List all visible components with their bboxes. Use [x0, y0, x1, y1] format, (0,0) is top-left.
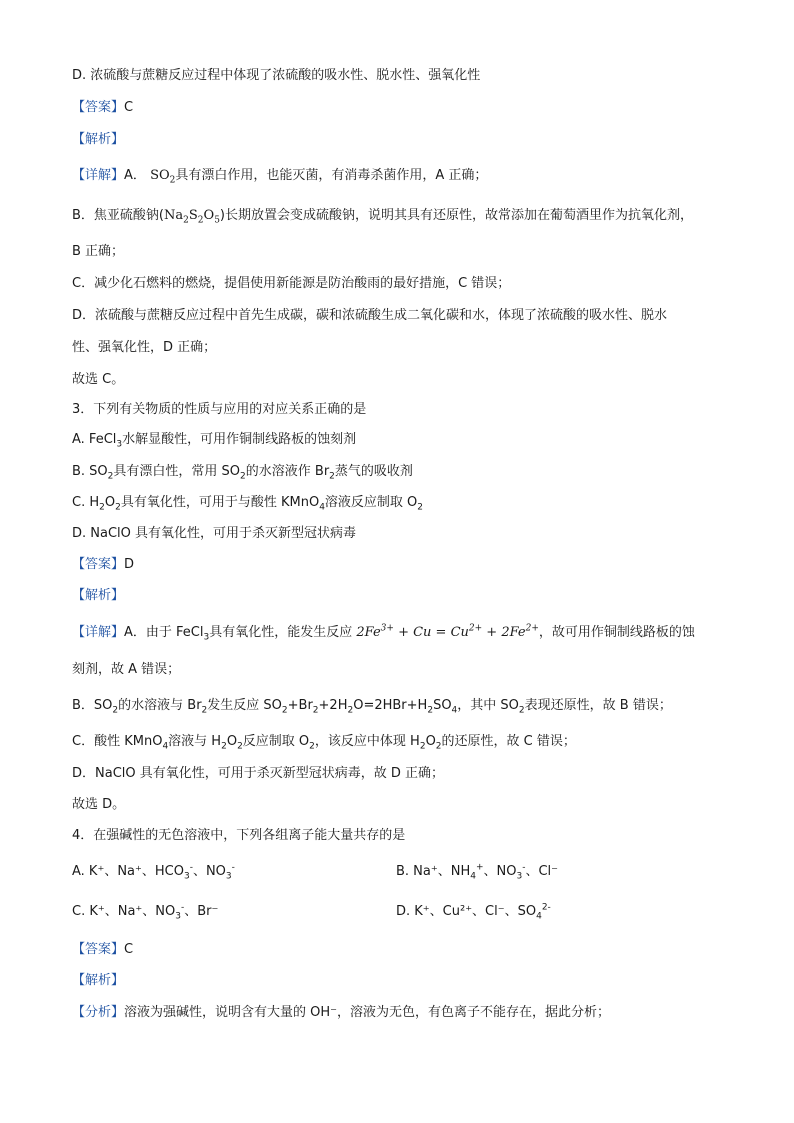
q2-detail-c: C．减少化石燃料的燃烧，提倡使用新能源是防治酸雨的最好措施，C 错误；: [72, 276, 511, 291]
q3-stem: 3．下列有关物质的性质与应用的对应关系正确的是: [72, 402, 367, 417]
q3-option-a: A. FeCl$_3$水解显酸性，可用作铜制线路板的蚀刻剂: [72, 432, 357, 450]
q3-analysis-label: 【解析】: [72, 588, 125, 603]
q3-option-b: B. $SO_2$具有漂白性，常用 $SO_2$的水溶液作 $Br_2$蒸气的吸收剂: [72, 464, 413, 482]
q3-detail-b: B．$SO_2$的水溶液与 $Br_2$发生反应 $SO_2+Br_2+2H_2O=2HBr+H_2SO_4$，其中 $SO_2$表现还原性，故 B 错误；: [72, 698, 672, 716]
q3-option-c: C. $H_2O_2$具有氧化性，可用于与酸性 KMnO$_4$溶液反应制取 $O_2$: [72, 495, 424, 513]
answer-value: C: [124, 100, 134, 115]
q4-option-d: D. K⁺、Cu²⁺、Cl⁻、$SO_4^{2-}$: [396, 902, 551, 922]
q3-conclusion: 故选 D。: [72, 797, 126, 812]
q3-detail-d: D．NaClO 具有氧化性，可用于杀灭新型冠状病毒，故 D 正确；: [72, 766, 445, 781]
q2-option-d: D. 浓硫酸与蔗糖反应过程中体现了浓硫酸的吸水性、脱水性、强氧化性: [72, 68, 481, 83]
q3-option-d: D. NaClO 具有氧化性，可用于杀灭新型冠状病毒: [72, 526, 357, 541]
q4-option-a: A. K⁺、Na⁺、$HCO_3^-$、$NO_3^-$: [72, 862, 235, 882]
q2-detail-b: B．焦亚硫酸钠$(Na_2S_2O_5)$长期放置会变成硫酸钠，说明其具有还原性，故常添加在葡萄酒里作为抗氧化剂，: [72, 208, 693, 226]
q3-detail-a-cont: 刻剂，故 A 错误；: [72, 662, 181, 677]
q4-answer: 【答案】C: [72, 942, 134, 957]
answer-label: 【答案】: [72, 100, 125, 115]
q2-analysis-label: 【解析】: [72, 132, 125, 147]
equation: $2Fe^{3+} + Cu = Cu^{2+} + 2Fe^{2+}$: [356, 623, 539, 640]
q2-answer: [72, 98, 724, 118]
q4-stem: 4．在强碱性的无色溶液中，下列各组离子能大量共存的是: [72, 828, 406, 843]
q2-conclusion: 故选 C。: [72, 372, 125, 387]
q2-detail-b-cont: B 正确；: [72, 244, 125, 259]
q4-option-b: B. Na⁺、$NH_4^+$、$NO_3^-$、Cl⁻: [396, 862, 559, 882]
q2-detail-a: 【详解】A． $SO_2$具有漂白作用，也能灭菌，有消毒杀菌作用，A 正确；: [72, 168, 488, 186]
q4-fenxi: 【分析】溶液为强碱性，说明含有大量的 OH⁻，溶液为无色，有色离子不能存在，据此分析；: [72, 1005, 611, 1020]
q3-detail-a: 【详解】A．由于 FeCl$_3$具有氧化性，能发生反应 $2Fe^{3+} + Cu = Cu^{2+} + 2Fe^{2+}$，故可用作铜制线路板的蚀: [72, 623, 695, 643]
q4-option-c: C. K⁺、Na⁺、$NO_3^-$、Br⁻: [72, 902, 219, 922]
q2-detail-d-1: D．浓硫酸与蔗糖反应过程中首先生成碳，碳和浓硫酸生成二氧化碳和水，体现了浓硫酸的吸水性、脱水: [72, 308, 668, 323]
q4-analysis-label: 【解析】: [72, 973, 125, 988]
q3-detail-c: C．酸性 KMnO$_4$溶液与 $H_2O_2$反应制取 $O_2$，该反应中体现 $H_2O_2$的还原性，故 C 错误；: [72, 734, 576, 752]
q2-detail-d-2: 性、强氧化性，D 正确；: [72, 340, 217, 355]
q3-answer: 【答案】D: [72, 557, 135, 572]
